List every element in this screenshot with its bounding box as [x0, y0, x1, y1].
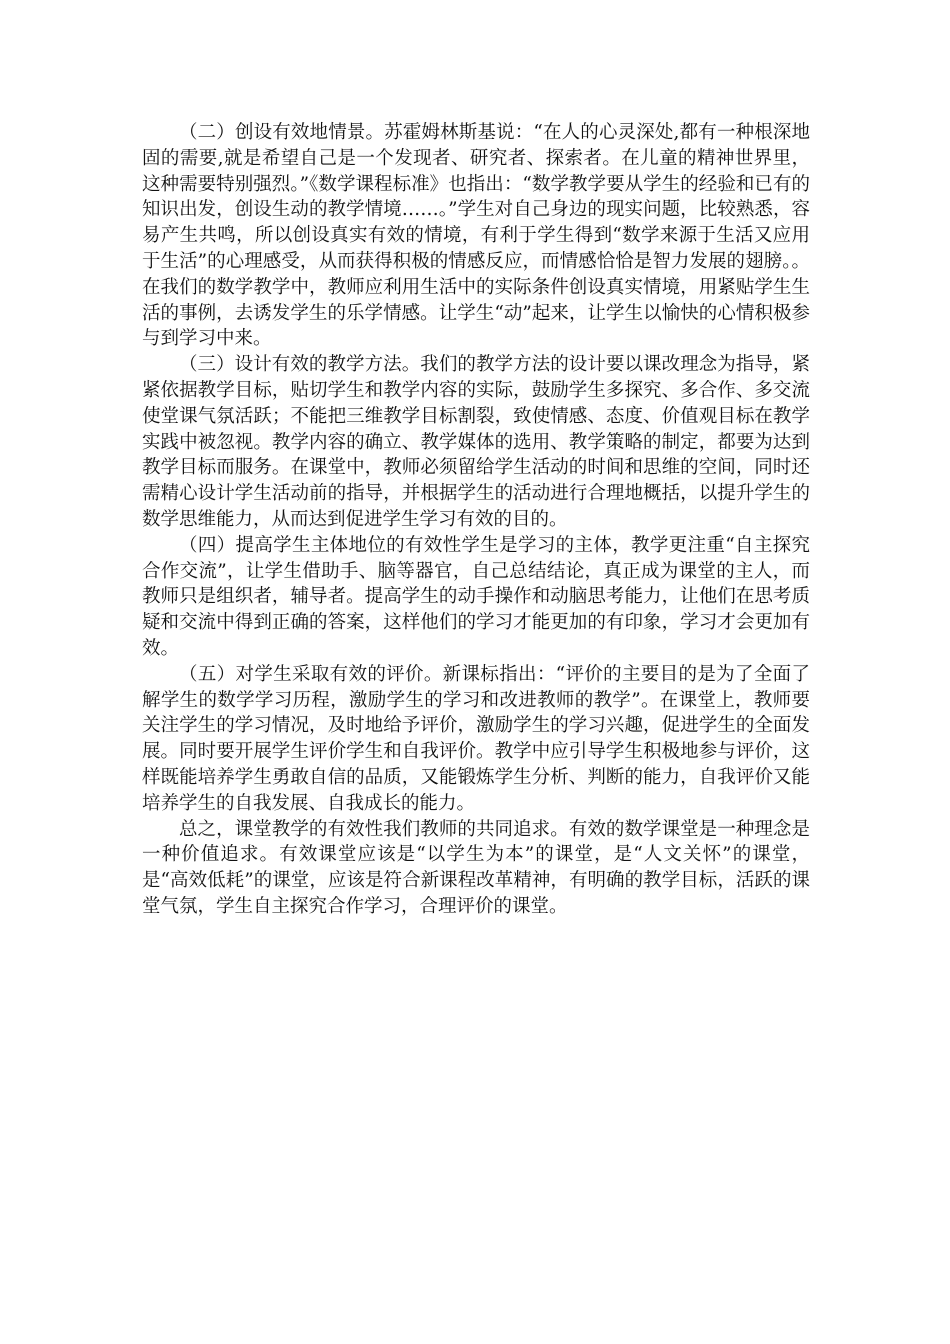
paragraph-conclusion: 总之，课堂教学的有效性我们教师的共同追求。有效的数学课堂是一种理念是一种价值追求。有效课堂应该是“以学生为本”的课堂，是“人文关怀”的课堂，是“高效低耗”的课堂，应该是符合新课程改革精神，有明确的教学目标，活跃的课堂气氛，学生自主探究合作学习，合理评价的课堂。 — [142, 818, 810, 917]
document-body — [142, 120, 810, 920]
paragraph-teaching-methods: （三）设计有效的教学方法。我们的教学方法的设计要以课改理念为指导，紧紧依据教学目标，贴切学生和教学内容的实际，鼓励学生多探究、多合作、多交流使堂课气氛活跃；不能把三维教学目标割裂，致使情感、态度、价值观目标在教学实践中被忽视。教学内容的确立、教学媒体的选用、教学策略的制定，都要为达到教学目标而服务。在课堂中，教师必须留给学生活动的时间和思维的空间，同时还需精心设计学生活动前的指导，并根据学生的活动进行合理地概括，以提升学生的数学思维能力，从而达到促进学生学习有效的目的。 — [142, 354, 810, 530]
paragraph-student-subjectivity: （四）提高学生主体地位的有效性学生是学习的主体，教学更注重“自主探究合作交流”，让学生借助手、脑等器官，自己总结结论，真正成为课堂的主人，而教师只是组织者，辅导者。提高学生的动手操作和动脑思考能力，让他们在思考质疑和交流中得到正确的答案，这样他们的学习才能更加的有印象，学习才会更加有效。 — [142, 534, 810, 659]
paragraph-evaluation: （五）对学生采取有效的评价。新课标指出：“评价的主要目的是为了全面了解学生的数学学习历程，激励学生的学习和改进教师的教学”。在课堂上，教师要关注学生的学习情况，及时地给予评价，激励学生的学习兴趣，促进学生的全面发展。同时要开展学生评价学生和自我评价。教学中应引导学生积极地参与评价，这样既能培养学生勇敢自信的品质，又能锻炼学生分析、判断的能力，自我评价又能培养学生的自我发展、自我成长的能力。 — [142, 663, 810, 814]
paragraph-creating-situations: （二）创设有效地情景。苏霍姆林斯基说：“在人的心灵深处,都有一种根深地固的需要,就是希望自己是一个发现者、研究者、探索者。在儿童的精神世界里，这种需要特别强烈。”《数学课程标准》也指出：“数学教学要从学生的经验和已有的知识出发，创设生动的教学情境……。”学生对自己身边的现实问题，比较熟悉，容易产生共鸣，所以创设真实有效的情境，有利于学生得到“数学来源于生活又应用于生活”的心理感受，从而获得积极的情感反应，而情感恰恰是智力发展的翅膀。。在我们的数学教学中，教师应利用生活中的实际条件创设真实情境，用紧贴学生生活的事例，去诱发学生的乐学情感。让学生“动”起来，让学生以愉快的心情积极参与到学习中来。 — [142, 122, 810, 350]
